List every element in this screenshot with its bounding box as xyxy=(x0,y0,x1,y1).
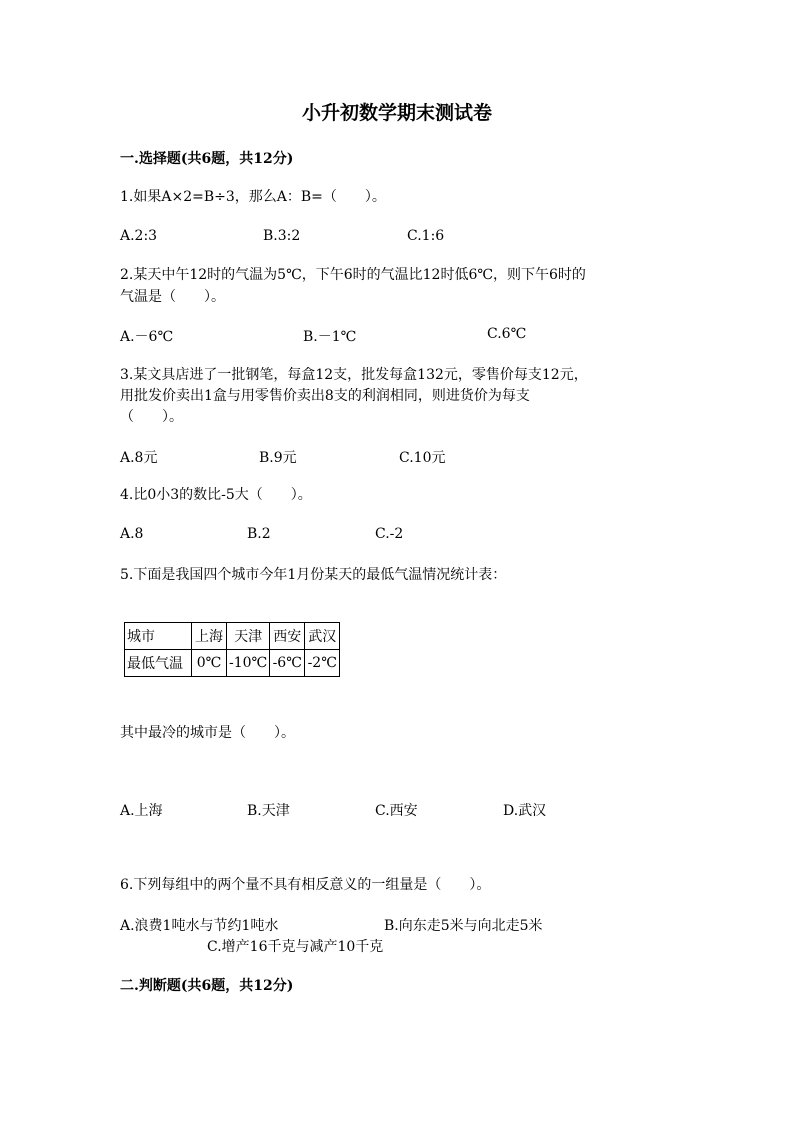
q3-option-c: C.10元 xyxy=(399,450,446,466)
section-heading-judgment: 二.判断题(共6题，共12分) xyxy=(120,978,294,994)
question-3-line-2: 用批发价卖出1盒与用零售价卖出8支的利润相同，则进货价为每支 xyxy=(120,388,530,404)
section-heading-choice: 一.选择题(共6题，共12分) xyxy=(120,151,294,167)
table-cell: 0℃ xyxy=(192,650,227,677)
table-header-row xyxy=(125,623,340,650)
q5-option-b: B.天津 xyxy=(247,803,290,819)
q5-option-d: D.武汉 xyxy=(503,803,547,819)
question-5: 5.下面是我国四个城市今年1月份某天的最低气温情况统计表： xyxy=(120,567,507,583)
question-5-prompt: 其中最冷的城市是（ ）。 xyxy=(120,725,295,741)
q1-option-b: B.3:2 xyxy=(263,228,301,244)
q5-option-c: C.西安 xyxy=(375,803,418,819)
question-6: 6.下列每组中的两个量不具有相反意义的一组量是（ ）。 xyxy=(120,877,491,893)
q3-option-b: B.9元 xyxy=(259,450,297,466)
table-cell: 西安 xyxy=(270,623,305,650)
q4-option-b: B.2 xyxy=(247,526,271,542)
q3-option-a: A.8元 xyxy=(120,450,158,466)
q6-option-a: A.浪费1吨水与节约1吨水 xyxy=(120,918,279,934)
table-cell: 城市 xyxy=(125,623,192,650)
table-cell: 天津 xyxy=(227,623,270,650)
table-cell: 上海 xyxy=(192,623,227,650)
question-1: 1.如果A×2=B÷3，那么A：B=（ ）。 xyxy=(120,189,386,205)
q2-option-a: A.－6℃ xyxy=(120,329,174,345)
question-3-line-3: （ ）。 xyxy=(120,409,183,425)
q1-option-a: A.2:3 xyxy=(120,228,158,244)
question-2-line-2: 气温是（ ）。 xyxy=(120,289,225,305)
table-cell: -2℃ xyxy=(305,650,340,677)
table-cell: -10℃ xyxy=(227,650,270,677)
q2-option-c: C.6℃ xyxy=(487,326,527,342)
q1-option-c: C.1:6 xyxy=(407,228,445,244)
q6-option-b: B.向东走5米与向北走5米 xyxy=(384,918,543,934)
table-cell: 最低气温 xyxy=(125,650,192,677)
question-3-line-1: 3.某文具店进了一批钢笔，每盒12支，批发每盒132元，零售价每支12元， xyxy=(120,367,588,383)
q4-option-c: C.-2 xyxy=(375,526,404,542)
q6-option-c: C.增产16千克与减产10千克 xyxy=(207,939,384,955)
table-cell: 武汉 xyxy=(305,623,340,650)
temperature-table xyxy=(124,622,340,677)
table-cell: -6℃ xyxy=(270,650,305,677)
question-4: 4.比0小3的数比-5大（ ）。 xyxy=(120,487,312,503)
q5-option-a: A.上海 xyxy=(120,803,163,819)
q2-option-b: B.－1℃ xyxy=(303,329,357,345)
question-2-line-1: 2.某天中午12时的气温为5℃，下午6时的气温比12时低6℃，则下午6时的 xyxy=(120,267,586,283)
table-row xyxy=(125,650,340,677)
page-title: 小升初数学期末测试卷 xyxy=(301,102,492,124)
q4-option-a: A.8 xyxy=(120,526,144,542)
